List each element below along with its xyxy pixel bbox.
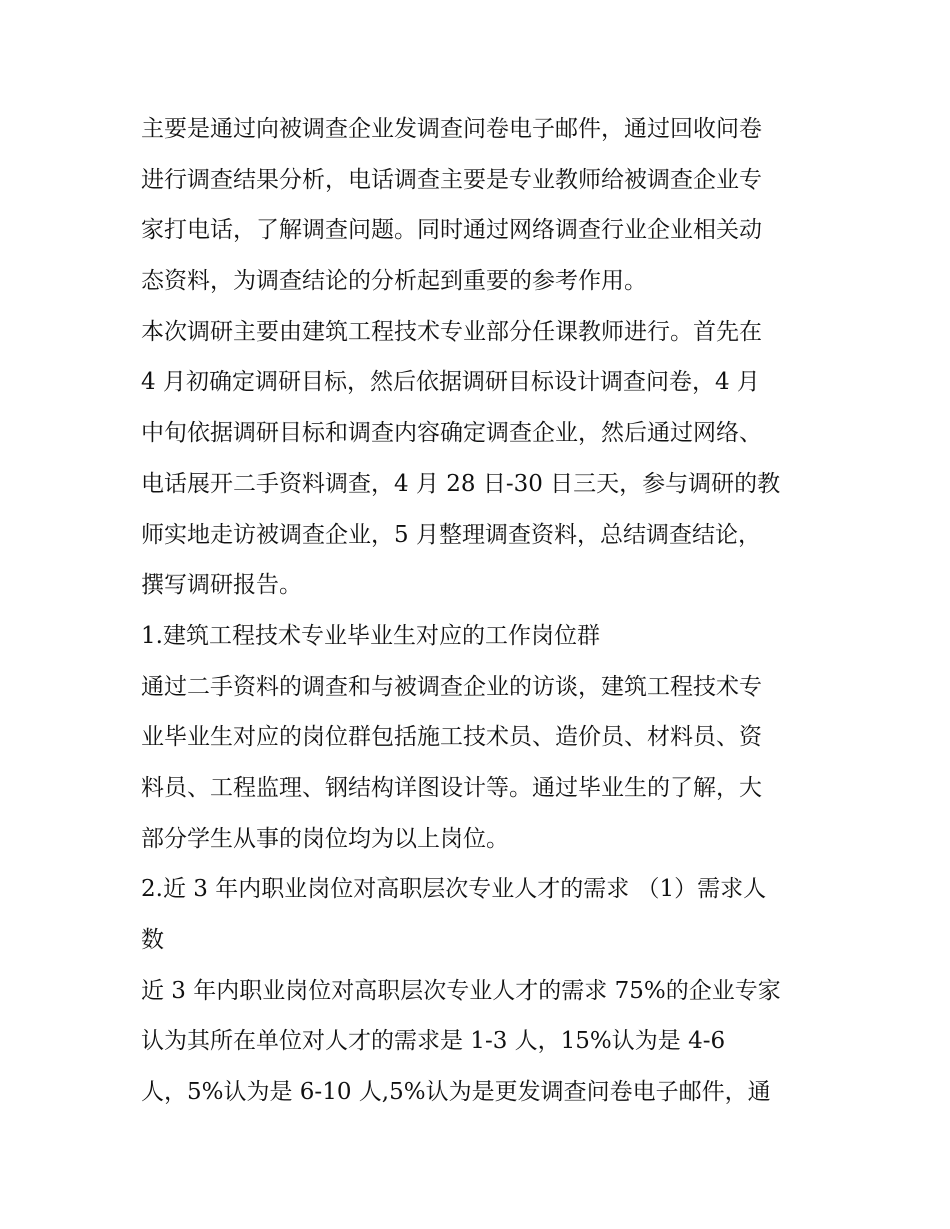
text-line: 进行调查结果分析，电话调查主要是专业教师给被调查企业专 bbox=[141, 166, 762, 193]
text-line: 家打电话，了解调查问题。同时通过网络调查行业企业相关动 bbox=[141, 217, 762, 244]
text-line: 态资料，为调查结论的分析起到重要的参考作用。 bbox=[141, 268, 647, 295]
text-line: 部分学生从事的岗位均为以上岗位。 bbox=[141, 825, 509, 852]
text-line: 主要是通过向被调查企业发调查问卷电子邮件，通过回收问卷 bbox=[141, 116, 762, 142]
text-line: 人，5%认为是 6-10 人,5%认为是更发调查问卷电子邮件，通 bbox=[141, 1079, 771, 1106]
text-line: 本次调研主要由建筑工程技术专业部分任课教师进行。首先在 bbox=[141, 318, 762, 345]
section-heading-2: 2.近 3 年内职业岗位对高职层次专业人才的需求 （1）需求人 bbox=[141, 876, 767, 903]
text-line: 料员、工程监理、钢结构详图设计等。通过毕业生的了解，大 bbox=[141, 774, 762, 801]
section-heading-1: 1.建筑工程技术专业毕业生对应的工作岗位群 bbox=[141, 622, 600, 649]
text-line: 近 3 年内职业岗位对高职层次专业人才的需求 75%的企业专家 bbox=[141, 977, 781, 1004]
text-line: 电话展开二手资料调查，4 月 28 日-30 日三天，参与调研的教 bbox=[141, 470, 781, 497]
text-line: 通过二手资料的调查和与被调查企业的访谈，建筑工程技术专 bbox=[141, 673, 762, 700]
text-line: 4 月初确定调研目标，然后依据调研目标设计调查问卷，4 月 bbox=[141, 369, 760, 396]
text-line: 中旬依据调研目标和调查内容确定调查企业，然后通过网络、 bbox=[141, 420, 762, 447]
text-line: 业毕业生对应的岗位群包括施工技术员、造价员、材料员、资 bbox=[141, 724, 762, 751]
text-line: 撰写调研报告。 bbox=[141, 572, 302, 599]
text-line: 师实地走访被调查企业，5 月整理调查资料，总结调查结论， bbox=[141, 521, 761, 548]
text-line: 认为其所在单位对人才的需求是 1-3 人，15%认为是 4-6 bbox=[141, 1028, 726, 1055]
body-text bbox=[141, 104, 816, 1118]
section-heading-2-cont: 数 bbox=[141, 927, 164, 953]
